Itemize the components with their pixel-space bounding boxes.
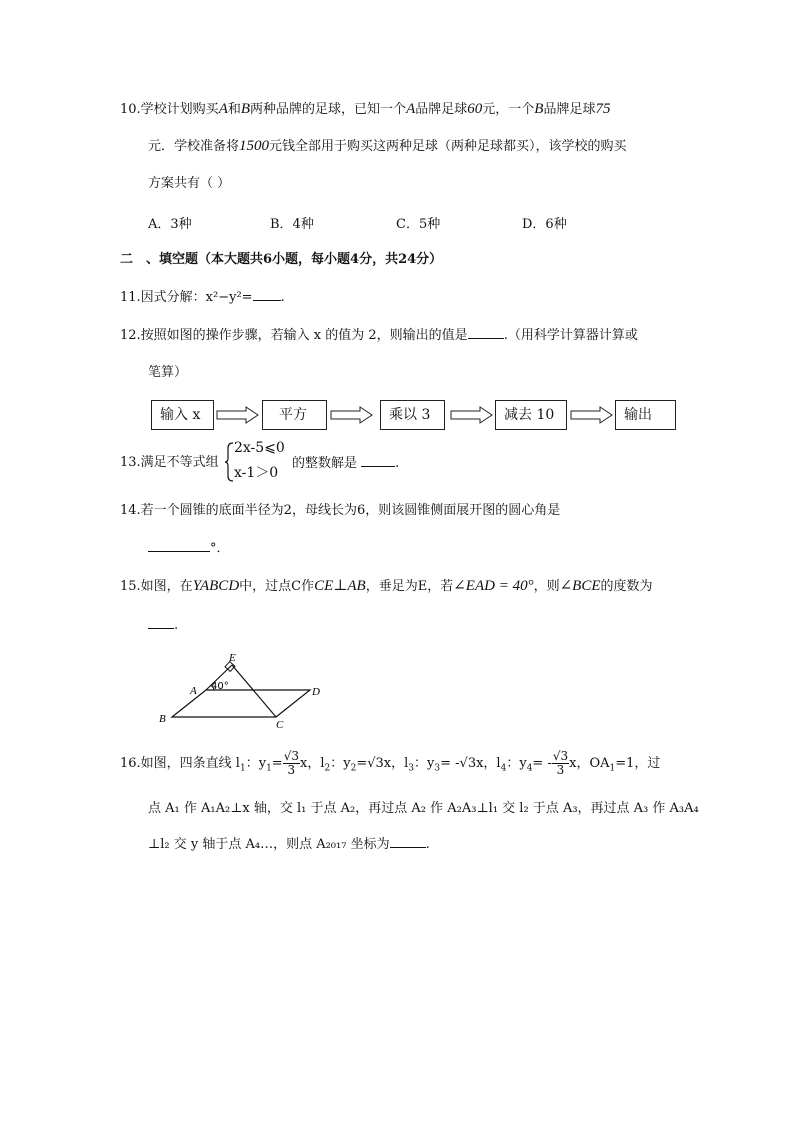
- q12-line2: 笔算）: [148, 365, 188, 380]
- flow-box-multiply: 乘以 3: [380, 400, 445, 430]
- fraction-sqrt3-over-3-neg: $\frac{√3}{3}$: [552, 749, 569, 777]
- label-e: E: [229, 652, 236, 664]
- label-b: B: [159, 713, 166, 725]
- q15-line1: 15.如图，在YABCD中，过点C作CE⊥AB，垂足为E，若∠EAD = 40°，则∠BCE的度数为: [120, 578, 653, 594]
- q10-option-c: C．5种: [396, 217, 441, 232]
- q14-line1: 14.若一个圆锥的底面半径为2，母线长为6，则该圆锥侧面展开图的圆心角是: [120, 503, 561, 518]
- q10-line3: 方案共有（ ）: [148, 176, 231, 191]
- q14-blank: [148, 539, 210, 552]
- flow-box-square: 平方: [262, 400, 327, 430]
- flow-arrow-2: [330, 405, 374, 425]
- flow-box-subtract: 减去 10: [495, 400, 567, 430]
- q11-blank: [253, 288, 281, 301]
- q16-line1: 16.如图，四条直线 $l_1$：$y_1=$ $\frac{√3}{3}$ x，$l_2$：$y_2=√3x$，$l_3$：$y_3= -√3x$，$l_4$：$y_4=$ - $\frac{√3}{3}$ x，$OA_1=1$，过: [120, 749, 661, 777]
- q15-blank: [148, 616, 174, 629]
- q10-option-d: D．6种: [522, 217, 567, 232]
- section-heading: 二 、填空题（本大题共6小题，每小题4分，共24分）: [120, 252, 443, 267]
- fraction-sqrt3-over-3: $\frac{√3}{3}$: [283, 749, 299, 777]
- q10-option-b: B．4种: [270, 217, 314, 232]
- q13-inequality-2: x-1＞0: [234, 465, 279, 481]
- q13-inequality-1: 2x-5⩽0: [234, 440, 285, 456]
- q15-line2: .: [148, 616, 178, 635]
- q16-line2: 点 A₁ 作 A₁A₂⊥x 轴，交 l₁ 于点 A₂，再过点 A₂ 作 A₂A₃⊥l₁ 交 l₂ 于点 A₃，再过点 A₃ 作 A₃A₄: [148, 801, 699, 816]
- q10-line1: 10.学校计划购买A和B两种品牌的足球，已知一个A品牌足球60元，一个B品牌足球75: [120, 101, 611, 117]
- segment-ec: [232, 665, 276, 717]
- q12-line1: 12.按照如图的操作步骤，若输入 x 的值为 2，则输出的值是 .（用科学计算器计算或: [120, 328, 638, 343]
- label-d: D: [312, 686, 320, 698]
- q13-blank: [361, 454, 395, 467]
- flow-arrow-3: [450, 405, 494, 425]
- flow-box-input: 输入 x: [151, 400, 214, 430]
- q13-prefix: 13.满足不等式组: [120, 455, 219, 470]
- flow-arrow-4: [570, 405, 614, 425]
- label-a: A: [190, 685, 197, 697]
- label-c: C: [276, 719, 284, 730]
- brace-icon: [224, 442, 234, 482]
- q16-blank: [390, 835, 426, 848]
- q16-line3: ⊥l₂ 交 y 轴于点 A₄…，则点 A₂₀₁₇ 坐标为 .: [148, 837, 430, 852]
- flow-arrow-1: [216, 405, 260, 425]
- flow-box-output: 输出: [615, 400, 676, 430]
- label-angle: 40°: [211, 681, 229, 692]
- parallelogram-figure: [150, 650, 330, 730]
- q12-blank: [468, 326, 504, 339]
- q13-suffix: 的整数解是 .: [292, 456, 400, 471]
- q10-line2: 元．学校准备将1500元钱全部用于购买这两种足球（两种足球都买），该学校的购买: [148, 138, 627, 154]
- q10-option-a: A．3种: [148, 217, 192, 232]
- q14-line2: °．: [148, 539, 230, 558]
- q11-line: 11.因式分解：x²−y²= .: [120, 290, 285, 305]
